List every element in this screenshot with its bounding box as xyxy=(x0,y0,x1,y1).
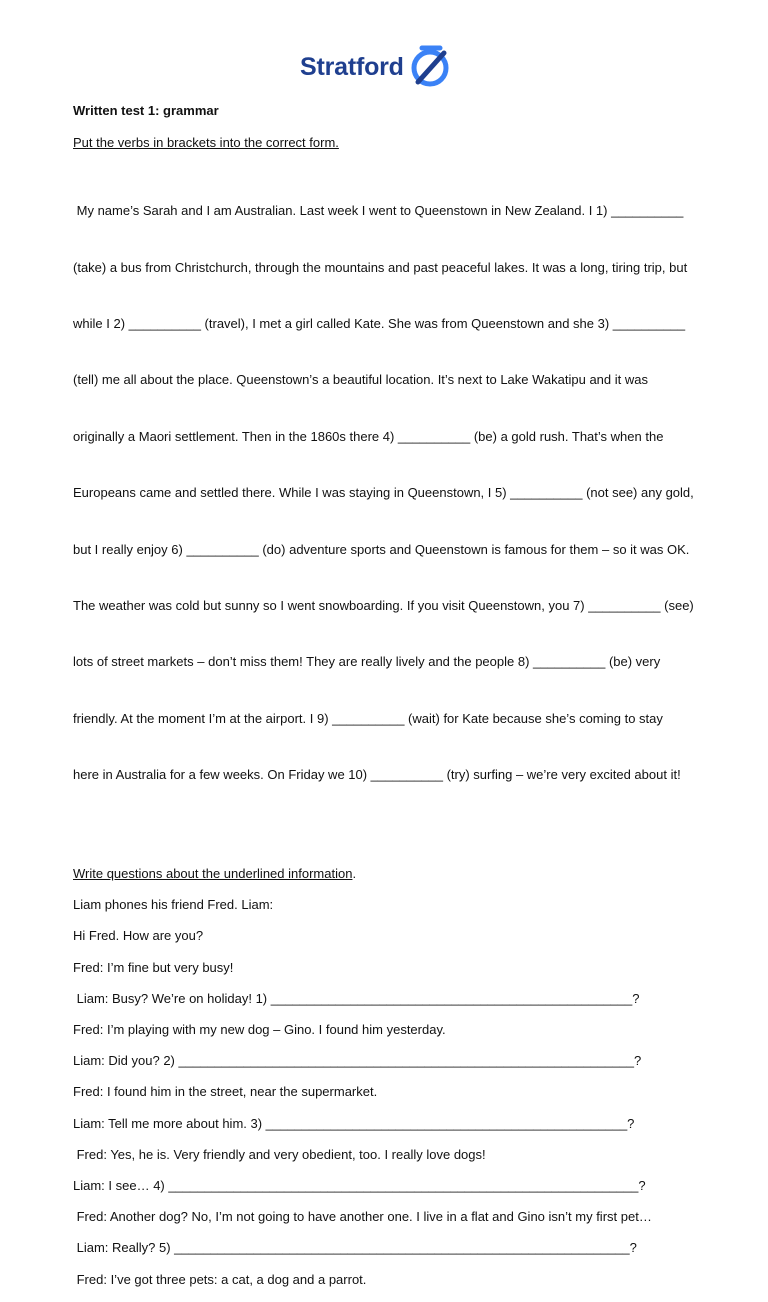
dialogue-line: Fred: Another dog? No, I’m not going to have another one. I live in a flat and Gino isn’t my first pet… xyxy=(73,1209,652,1225)
paragraph-line: originally a Maori settlement. Then in the 1860s there 4) __________ (be) a gold rush. That’s when the xyxy=(73,428,664,444)
dialogue-line: Hi Fred. How are you? xyxy=(73,928,204,944)
paragraph-line: Europeans came and settled there. While I was staying in Queenstown, I 5) __________ (not see) any gold, xyxy=(73,485,694,501)
dialogue-question-line: Liam: Busy? We’re on holiday! 1) __________________________________________________? xyxy=(73,990,640,1006)
section2-instruction-underlined: Write questions about the underlined information xyxy=(73,866,353,882)
dialogue-line: Fred: I’m fine but very busy! xyxy=(73,959,234,975)
stratford-logo xyxy=(300,44,454,90)
section2-instruction xyxy=(73,865,695,884)
logo-wordmark: Stratford xyxy=(300,52,404,81)
worksheet-content xyxy=(73,102,695,1302)
stratford-logo-icon xyxy=(406,44,454,90)
dialogue-question-line: Liam: I see… 4) _________________________________________________________________? xyxy=(73,1177,646,1193)
test-title: Written test 1: grammar xyxy=(73,103,219,118)
dialogue-question-line: Liam: Did you? 2) _______________________________________________________________? xyxy=(73,1053,642,1069)
paragraph-line: (tell) me all about the place. Queenstown’s a beautiful location. It’s next to Lake Wakatipu and it was xyxy=(73,372,648,388)
section1-instruction: Put the verbs in brackets into the correct form. xyxy=(73,134,339,150)
section2-instruction-tail: . xyxy=(352,866,357,882)
dialogue-line: Fred: I found him in the street, near the supermarket. xyxy=(73,1084,378,1100)
dialogue-question-line: Liam: Really? 5) _______________________________________________________________? xyxy=(73,1240,637,1256)
paragraph-line: friendly. At the moment I’m at the airport. I 9) __________ (wait) for Kate because she’s coming to stay xyxy=(73,710,663,726)
paragraph-line: The weather was cold but sunny so I went snowboarding. If you visit Queenstown, you 7) __________ (see) xyxy=(73,597,694,613)
dialogue-line: Liam phones his friend Fred. Liam: xyxy=(73,897,274,913)
dialogue-line: Fred: I’ve got three pets: a cat, a dog and a parrot. xyxy=(73,1271,367,1287)
paragraph-line: here in Australia for a few weeks. On Friday we 10) __________ (try) surfing – we’re very excited about it! xyxy=(73,767,681,783)
dialogue-question-line: Liam: Tell me more about him. 3) __________________________________________________? xyxy=(73,1115,635,1131)
section1-paragraph xyxy=(73,165,695,823)
paragraph-line: but I really enjoy 6) __________ (do) adventure sports and Queenstown is famous for them – so it was OK. xyxy=(73,541,690,557)
dialogue-line: Fred: Yes, he is. Very friendly and very obedient, too. I really love dogs! xyxy=(73,1146,486,1162)
dialogue-line: Fred: I’m playing with my new dog – Gino. I found him yesterday. xyxy=(73,1022,446,1038)
dialogue xyxy=(73,896,695,1289)
paragraph-line: (take) a bus from Christchurch, through the mountains and past peaceful lakes. It was a long, tiring trip, but xyxy=(73,259,688,275)
paragraph-line: while I 2) __________ (travel), I met a girl called Kate. She was from Queenstown and she 3) __________ xyxy=(73,315,686,331)
paragraph-line: lots of street markets – don’t miss them! They are really lively and the people 8) __________ (be) very xyxy=(73,654,661,670)
paragraph-line: My name’s Sarah and I am Australian. Last week I went to Queenstown in New Zealand. I 1) __________ xyxy=(73,203,684,219)
